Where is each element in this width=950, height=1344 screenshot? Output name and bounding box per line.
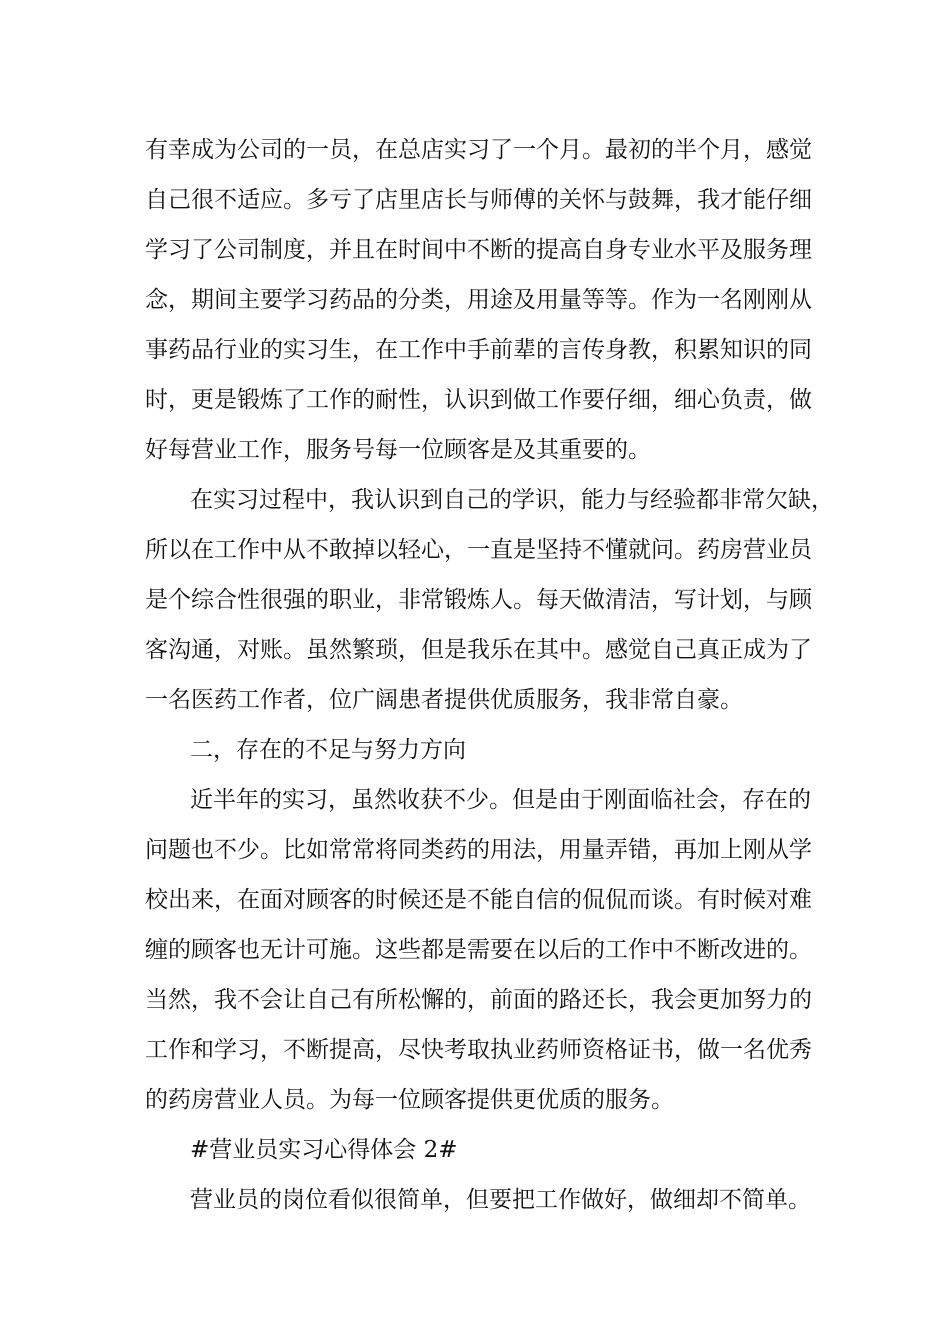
text-line: 学习了公司制度，并且在时间中不断的提高自身专业水平及服务理 bbox=[145, 237, 812, 263]
text-line: 所以在工作中从不敢掉以轻心，一直是坚持不懂就问。药房营业员 bbox=[145, 537, 812, 563]
text-line: 念，期间主要学习药品的分类，用途及用量等等。作为一名刚刚从 bbox=[145, 287, 812, 313]
text-line: 校出来，在面对顾客的时候还是不能自信的侃侃而谈。有时候对难 bbox=[145, 887, 812, 913]
section-heading: 二，存在的不足与努力方向 bbox=[190, 737, 466, 763]
text-line: 有幸成为公司的一员，在总店实习了一个月。最初的半个月，感觉 bbox=[145, 137, 812, 163]
text-line: 好每营业工作，服务号每一位顾客是及其重要的。 bbox=[145, 437, 651, 463]
text-line: 时，更是锻炼了工作的耐性，认识到做工作要仔细，细心负责，做 bbox=[145, 387, 812, 413]
text-line: 问题也不少。比如常常将同类药的用法，用量弄错，再加上刚从学 bbox=[145, 837, 812, 863]
text-line: 缠的顾客也无计可施。这些都是需要在以后的工作中不断改进的。 bbox=[145, 937, 812, 963]
paragraph-start-line: 营业员的岗位看似很简单，但要把工作做好，做细却不简单。 bbox=[190, 1187, 811, 1213]
paragraph-start-line: 在实习过程中，我认识到自己的学识，能力与经验都非常欠缺， bbox=[190, 487, 834, 513]
text-line: 当然，我不会让自己有所松懈的，前面的路还长，我会更加努力的 bbox=[145, 987, 812, 1013]
article-title: #营业员实习心得体会 2# bbox=[190, 1137, 458, 1163]
paragraph-start-line: 近半年的实习，虽然收获不少。但是由于刚面临社会，存在的 bbox=[190, 787, 811, 813]
text-line: 的药房营业人员。为每一位顾客提供更优质的服务。 bbox=[145, 1087, 674, 1113]
text-line: 是个综合性很强的职业，非常锻炼人。每天做清洁，写计划，与顾 bbox=[145, 587, 812, 613]
text-line: 一名医药工作者，位广阔患者提供优质服务，我非常自豪。 bbox=[145, 687, 743, 713]
text-line: 客沟通，对账。虽然繁琐，但是我乐在其中。感觉自己真正成为了 bbox=[145, 637, 812, 663]
text-line: 工作和学习，不断提高，尽快考取执业药师资格证书，做一名优秀 bbox=[145, 1037, 812, 1063]
text-line: 事药品行业的实习生，在工作中手前辈的言传身教，积累知识的同 bbox=[145, 337, 812, 363]
text-line: 自己很不适应。多亏了店里店长与师傅的关怀与鼓舞，我才能仔细 bbox=[145, 187, 812, 213]
